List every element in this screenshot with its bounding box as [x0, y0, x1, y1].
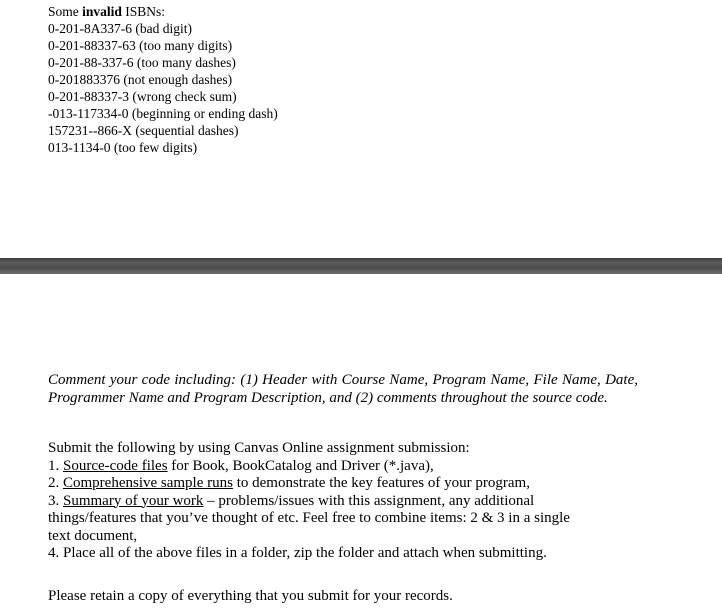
submit-item-3-continued: things/features that you’ve thought of etc. Feel free to combine items: 2 & 3 in a single [48, 510, 570, 526]
submit-item-1 [48, 458, 628, 476]
summary-of-work-label: Summary of your work [63, 492, 204, 509]
invalid-isbn-heading [48, 3, 278, 20]
retain-copy-note: Please retain a copy of everything that you submit for your records. [48, 588, 453, 604]
page-separator [0, 258, 722, 274]
invalid-isbn-item: 0-201-88337-63 (too many digits) [48, 38, 233, 53]
sample-runs-label: Comprehensive sample runs [63, 475, 233, 491]
invalid-isbn-item: 0-201-8A337-6 (bad digit) [48, 21, 192, 36]
document-page-top [0, 0, 722, 258]
invalid-isbn-item: 0-201883376 (not enough dashes) [48, 72, 233, 87]
invalid-isbn-item: 0-201-88337-3 (wrong check sum) [48, 89, 237, 104]
submit-item-4: 4. Place all of the above files in a folder, zip the folder and attach when submitting. [48, 545, 547, 561]
item-number: 2. [48, 475, 63, 491]
invalid-isbn-item: 157231--866-X (sequential dashes) [48, 123, 239, 138]
submit-intro: Submit the following by using Canvas Online assignment submission: [48, 440, 470, 456]
invalid-isbn-item: -013-117334-0 (beginning or ending dash) [48, 106, 278, 121]
invalid-isbn-list [48, 3, 278, 156]
submit-item-2 [48, 475, 628, 493]
submit-item-3 [48, 493, 628, 511]
source-code-files-label: Source-code files [63, 457, 168, 474]
submit-item-3-continued-2: text document, [48, 527, 138, 544]
document-page-bottom [0, 274, 722, 613]
item-text: for Book, BookCatalog and Driver (*.java), [167, 457, 434, 474]
item-text: to demonstrate the key features of your program, [232, 475, 530, 491]
item-number: 1. [48, 457, 63, 474]
heading-bold-word: invalid [82, 4, 122, 19]
invalid-isbn-item: 0-201-88-337-6 (too many dashes) [48, 55, 236, 70]
comment-instructions: Comment your code including: (1) Header with Course Name, Program Name, File Name, Date, Programmer Name and Program Description, and (2) comments throughout the source code. [48, 372, 638, 406]
item-number: 3. [48, 492, 63, 509]
heading-prefix: Some [48, 4, 83, 19]
invalid-isbn-item: 013-1134-0 (too few digits) [48, 140, 198, 155]
submission-instructions [48, 440, 628, 563]
item-text: – problems/issues with this assignment, any additional [203, 492, 535, 509]
heading-suffix: ISBNs: [121, 4, 166, 19]
